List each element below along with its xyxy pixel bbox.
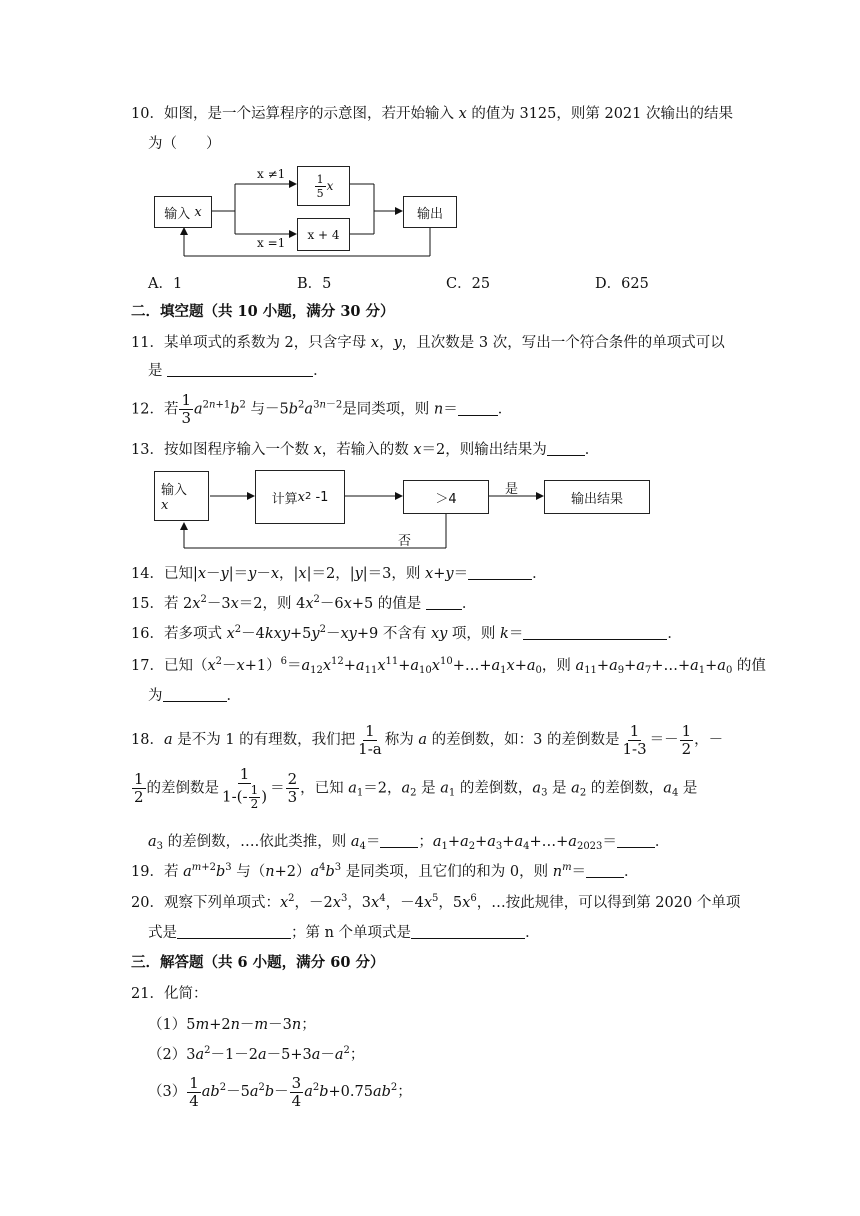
q10-line2: 为（ ） [148,136,221,152]
q13-compute-box: 计算 x 2 -1 [255,470,345,524]
q21-part3: （3） $\frac{1}{4}$ $ab^2-5a^2b-$ $\frac{3}{4}$ $a^2b+0.75ab^2$； [148,1073,412,1110]
q13-input-var: x [161,498,169,513]
q13-yes-label: 是 [505,482,519,497]
section3-heading: 三．解答题（共 6 小题，满分 60 分） [131,954,385,971]
q13-output-box: 输出结果 [544,480,650,514]
q17-blank[interactable] [163,686,227,702]
q14-line: 14．已知|x－y|＝y－x，|x|＝2，|y|＝3，则 x+y＝ ． [131,566,547,582]
q10-input-box: 输入 x [154,196,212,228]
q10-input-label: 输入 [164,206,191,222]
q13-input-label: 输入 [161,483,188,498]
section2-heading: 二．填空题（共 10 小题，满分 30 分） [131,303,395,320]
q15-line: 15．若 $2x^2-3x=2$，则 $4x^2-6x+5$ 的值是 ． [131,594,477,612]
q19-line: 19．若 $a^{m+2}b^3$ 与$(n+2)a^4b^3$ 是同类项，且它们的和为 0，则 $n^m=$ ． [131,862,639,880]
q10-op-den: 5 [316,186,324,200]
q10-line1: 10．如图，是一个运算程序的示意图，若开始输入 x 的值为 3125，则第 2021 次输出的结果 [131,106,733,122]
q18-line1: 18．a 是不为 1 的有理数，我们把 $\frac{1}{1-a}$ 称为 a 的差倒数，如：3 的差倒数是 $\frac{1}{1-3}$ ＝－ $\frac{1}{2}$ ，－ [131,721,724,758]
q21-part2: $(2)3a^2-1-2a-5+3a-a^2$； [148,1045,365,1063]
q18-line3: $a_3$ 的差倒数，….依此类推，则 $a_4=$ ；$a_1+a_2+a_3+a_4+\dots+a_{2023}=$ ． [148,834,670,852]
q10-choice-c: C．25 [446,276,491,292]
q12-blank[interactable] [458,400,498,416]
q16-line: 16．若多项式 $x^2-4kxy+5y^2-xy+9$ 不含有 xy 项，则 k＝ ． [131,624,682,642]
q13-blank[interactable] [547,440,585,456]
q18-blank2[interactable] [617,832,655,848]
q19-blank[interactable] [586,862,624,878]
q18-line2: $\frac{1}{2}$ 的差倒数是 1 1-(- $\frac{1}{2}$ ) ＝ $\frac{2}{3}$ ，已知 $a_1=2$，$a_2$ 是 $a_1$ 的差倒数，$a_3$ 是 $a_2$ 的差倒数，$a_4$ 是 [134,765,698,811]
q10-output-box: 输出 [403,196,457,228]
q18-blank1[interactable] [380,832,418,848]
q10-cond-top: x ≠1 [257,167,286,181]
q10-op-bottom: x + 4 [297,218,350,251]
q20-line1: 20．观察下列单项式：$x^2$，$-2x^3$，$3x^4$，$-4x^5$，$5x^6$，…按此规律，可以得到第 2020 个单项 [131,893,741,911]
q13-line: 13．按如图程序输入一个数 x，若输入的数 x＝2，则输出结果为 ． [131,442,600,458]
q11-line2: 是 ． [148,363,328,379]
q10-choice-b: B．5 [297,276,332,292]
q17-line2: 为 ． [148,688,241,704]
q21-part1: （1）5m+2n－m－3n； [148,1017,316,1033]
q13-input-box [154,471,209,521]
q10-choice-a: A．1 [148,276,183,292]
q17-line1: 17．已知$(x^2-x+1)^6=a_{12}x^{12}+a_{11}x^{11}+a_{10}x^{10}+\dots+a_1x+a_0$，则 $a_{11}+a_9+a_7+\dots+a_1+a_0$ 的值 [131,656,766,676]
q13-compute-label: 计算 [271,491,298,507]
q12-frac: $\frac{1}{3}$ [181,391,191,427]
q16-blank[interactable] [523,624,667,640]
q13-compute-tail: -1 [315,489,329,505]
q20-line2: 式是 ；第 n 个单项式是 ． [148,925,540,941]
q10-cond-bottom: x =1 [257,236,286,250]
q10-op-top: $\frac{1}{5}$ x [297,166,350,206]
q20-blank1[interactable] [177,923,291,939]
q21-title: 21．化简： [131,986,208,1002]
q10-op-num: 1 [316,172,324,186]
q15-blank[interactable] [426,594,462,610]
q13-cond-box: ＞4 [403,480,489,514]
q10-choice-d: D．625 [595,276,649,292]
q20-blank2[interactable] [411,923,525,939]
q12-line: 12．若 $\frac{1}{3}$ $a^{2n+1}b^2$ 与$-5b^2a^{3n-2}$是同类项，则 n＝ ． [131,391,513,427]
q13-no-label: 否 [398,534,412,549]
q11-blank[interactable] [167,361,313,377]
q11-line1: 11．某单项式的系数为 2，只含字母 x，y，且次数是 3 次，写出一个符合条件的单项式可以 [131,335,725,351]
q14-blank[interactable] [468,564,532,580]
